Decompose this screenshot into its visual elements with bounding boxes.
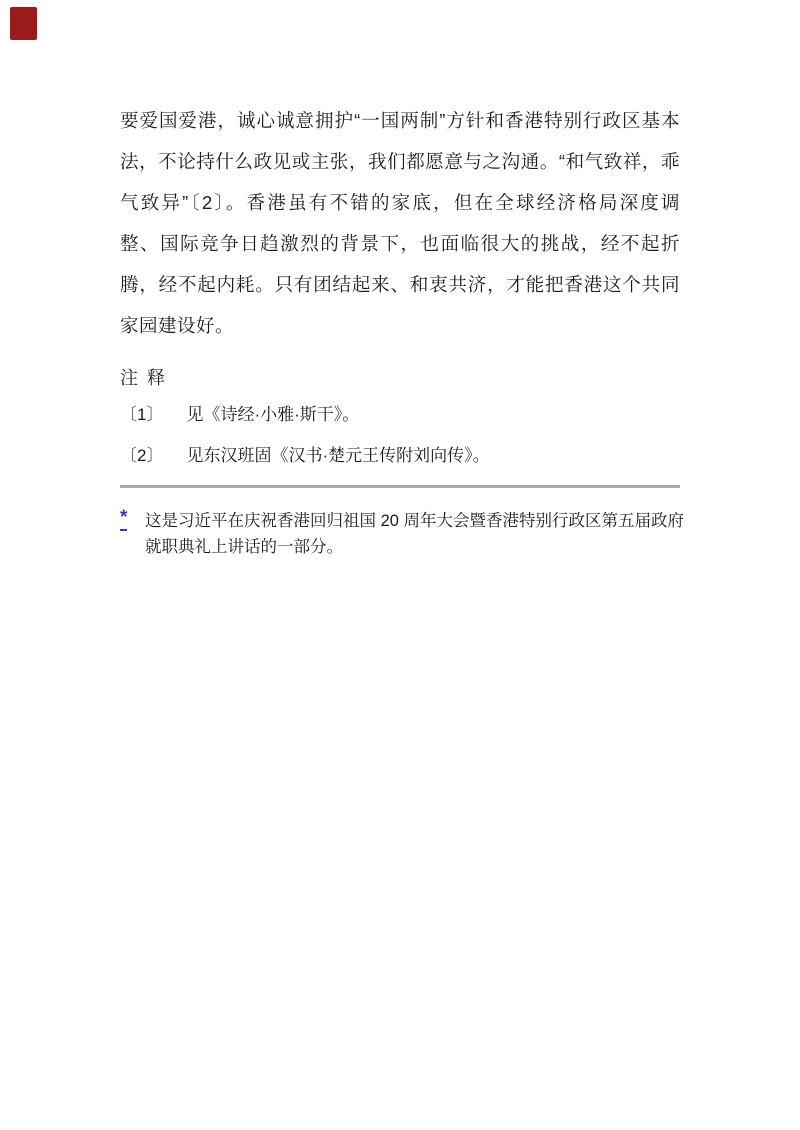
corner-marker — [10, 7, 37, 40]
footnote-asterisk-link[interactable]: * — [120, 509, 127, 531]
footnote — [120, 507, 685, 560]
note-number: 〔2〕 — [120, 446, 164, 465]
body-paragraph — [120, 100, 680, 346]
note-item — [120, 403, 680, 427]
footnote-symbol-cell — [120, 508, 145, 531]
paragraph-line: 气致异”〔2〕。香港虽有不错的家底，但在全球经济格局深度调 — [120, 192, 680, 213]
paragraph-line: 法，不论持什么政见或主张，我们都愿意与之沟通。“和气致祥，乖 — [120, 151, 680, 172]
note-item — [120, 444, 680, 468]
notes-heading: 注 释 — [120, 368, 168, 388]
paragraph-line: 要爱国爱港，诚心诚意拥护“一国两制”方针和香港特别行政区基本 — [120, 110, 680, 131]
paragraph-line: 家园建设好。 — [120, 315, 235, 336]
note-text: 见东汉班固《汉书·楚元王传附刘向传》。 — [186, 446, 490, 465]
footnote-line: 这是习近平在庆祝香港回归祖国 20 周年大会暨香港特别行政区第五届政府 — [145, 512, 685, 530]
note-number: 〔1〕 — [120, 405, 164, 424]
notes-list — [120, 403, 680, 468]
footnote-text — [145, 508, 685, 560]
page-content — [120, 100, 685, 560]
footnote-line: 就职典礼上讲话的一部分。 — [145, 538, 343, 556]
paragraph-line: 整、国际竞争日趋激烈的背景下，也面临很大的挑战，经不起折 — [120, 233, 680, 254]
note-text: 见《诗经·小雅·斯干》。 — [186, 405, 360, 424]
paragraph-line: 腾，经不起内耗。只有团结起来、和衷共济，才能把香港这个共同 — [120, 274, 680, 295]
footnote-divider — [120, 485, 680, 488]
